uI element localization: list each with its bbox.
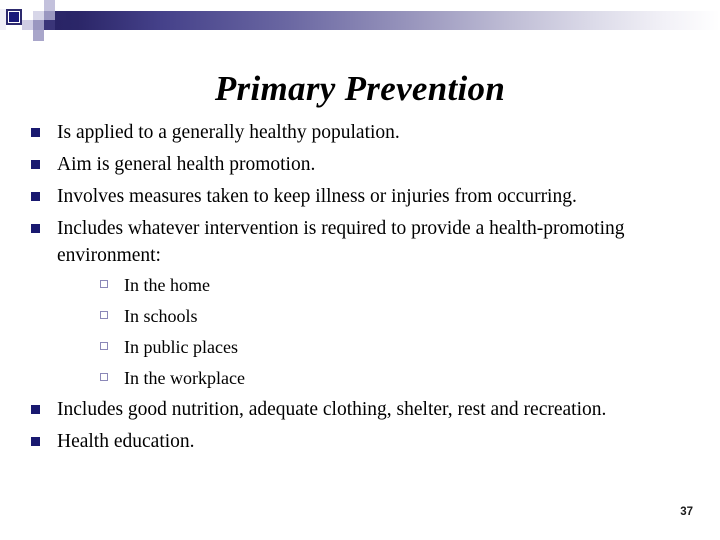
square-bullet-icon — [31, 437, 40, 446]
hollow-square-bullet-icon — [100, 342, 108, 350]
square-bullet-icon — [31, 224, 40, 233]
square-bullet-icon — [31, 160, 40, 169]
square-bullet-icon — [31, 405, 40, 414]
sub-list-item — [99, 335, 700, 359]
checker-square — [0, 9, 6, 30]
page-number: 37 — [680, 506, 693, 518]
hollow-square-bullet-icon — [100, 373, 108, 381]
sub-list-item — [99, 304, 700, 328]
bullet-list — [28, 120, 700, 456]
checker-square — [33, 11, 44, 20]
list-item-label: Involves measures taken to keep illness or injuries from occurring. — [57, 186, 577, 207]
sub-bullet-list — [57, 273, 700, 390]
list-item — [28, 120, 700, 147]
checker-square — [44, 11, 55, 20]
sub-list-item-label: In the workplace — [124, 368, 245, 388]
sub-list-item-label: In schools — [124, 306, 198, 326]
checker-square — [22, 20, 33, 30]
list-item — [28, 216, 700, 390]
list-item — [28, 184, 700, 211]
sub-list-item-label: In public places — [124, 337, 238, 357]
list-item-label: Health education. — [57, 431, 195, 452]
checker-square — [55, 11, 66, 20]
hollow-square-bullet-icon — [100, 311, 108, 319]
list-item — [28, 397, 700, 424]
header-gradient-bar — [22, 11, 720, 30]
checker-square — [44, 20, 55, 30]
list-item-label: Aim is general health promotion. — [57, 154, 316, 175]
list-item-label: Includes whatever intervention is required to provide a health-promoting environment: — [57, 218, 625, 266]
square-bullet-icon — [31, 192, 40, 201]
slide-header-decoration — [0, 0, 720, 46]
list-item — [28, 152, 700, 179]
sub-list-item — [99, 273, 700, 297]
list-item-label: Is applied to a generally healthy population. — [57, 122, 400, 143]
sub-list-item — [99, 366, 700, 390]
sub-list-item-label: In the home — [124, 275, 210, 295]
checker-square — [33, 0, 44, 11]
square-bullet-icon — [31, 128, 40, 137]
checker-square — [9, 12, 19, 22]
checker-square — [33, 20, 44, 30]
checker-square — [22, 0, 33, 11]
checker-square — [22, 30, 33, 41]
hollow-square-bullet-icon — [100, 280, 108, 288]
checker-square — [33, 30, 44, 41]
page-title: Primary Prevention — [214, 69, 506, 109]
list-item — [28, 429, 700, 456]
slide-content-body — [28, 120, 700, 461]
checker-square — [22, 11, 33, 20]
list-item-label: Includes good nutrition, adequate clothing, shelter, rest and recreation. — [57, 399, 607, 420]
checker-square — [44, 0, 55, 11]
